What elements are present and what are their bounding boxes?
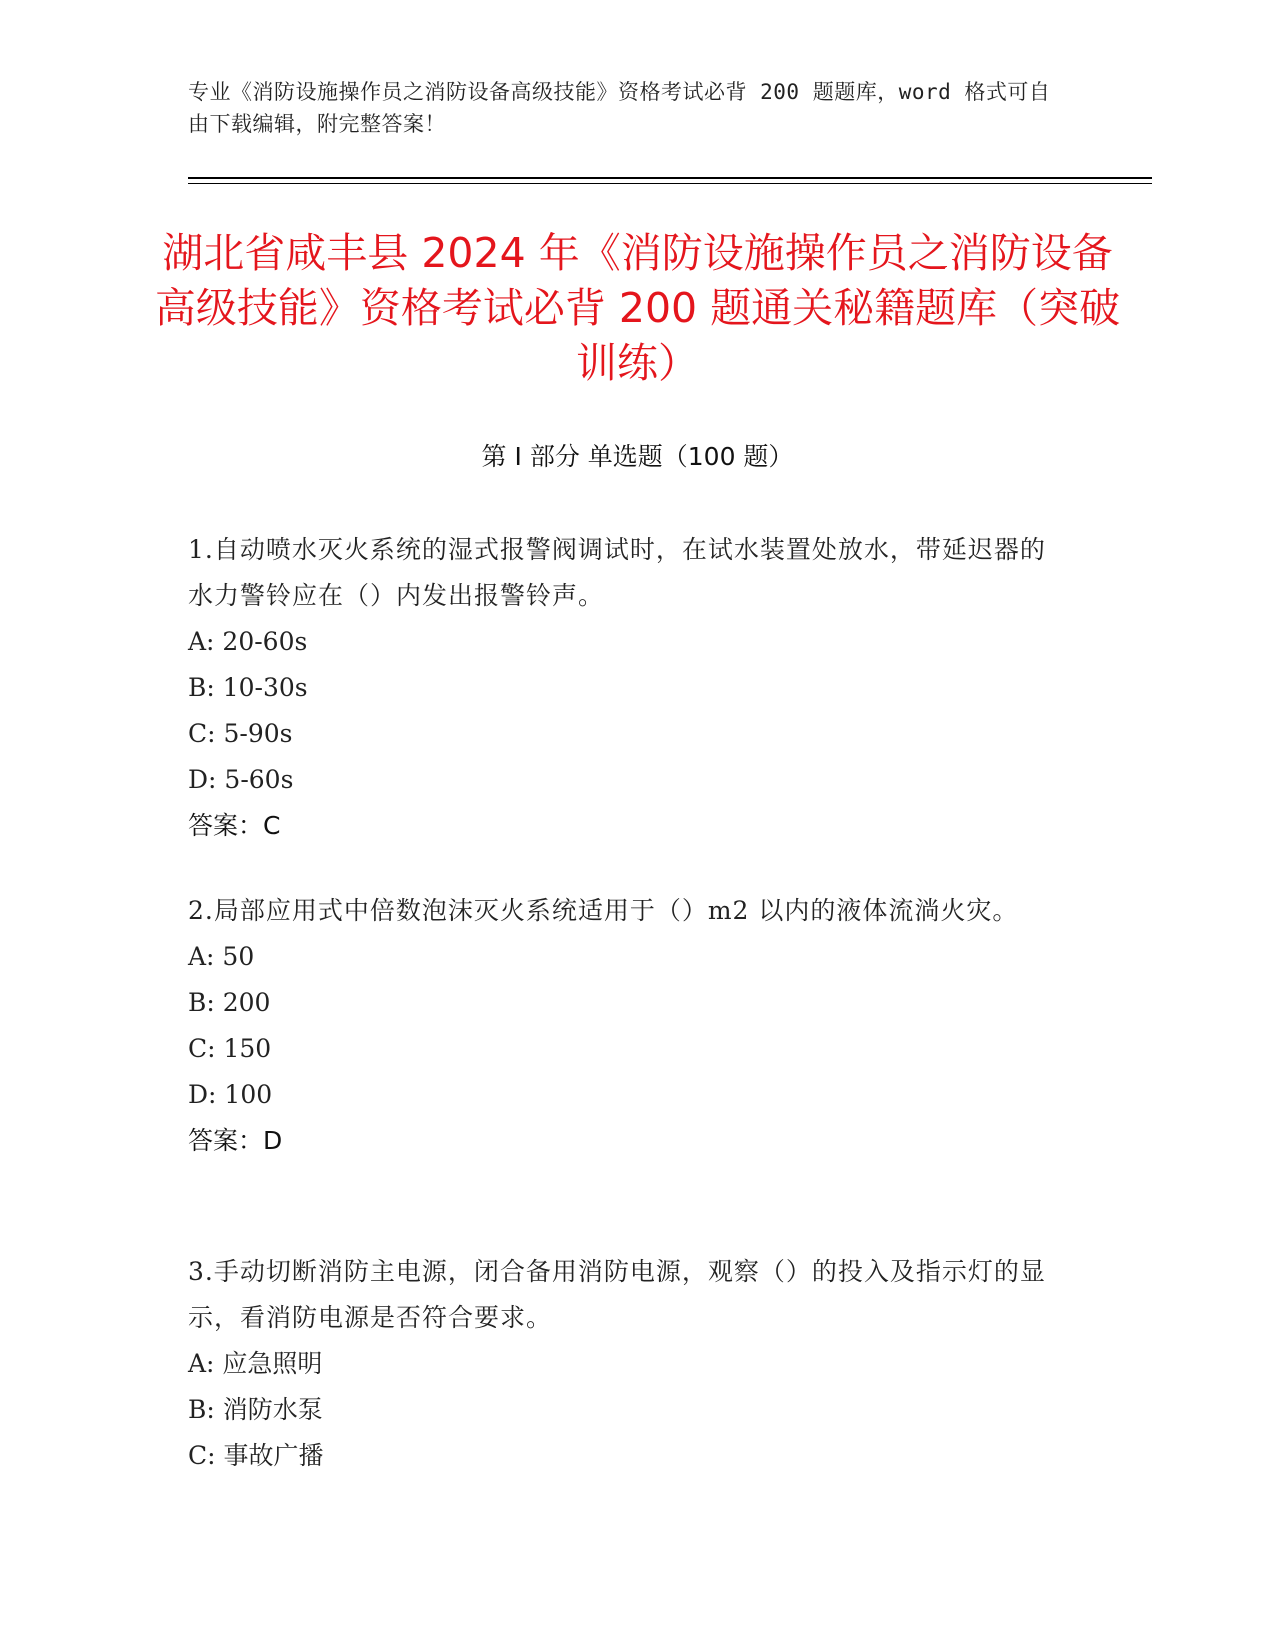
question-1 [188, 527, 1068, 849]
answer: 答案：C [188, 811, 281, 840]
header-note: 专业《消防设施操作员之消防设备高级技能》资格考试必背 200 题题库，word 格式可自由下载编辑，附完整答案！ [188, 80, 1051, 136]
question-2 [188, 888, 1068, 1164]
option-a: A: 应急照明 [188, 1349, 323, 1378]
header-divider [188, 177, 1152, 179]
answer: 答案：D [188, 1126, 283, 1155]
option-b: B: 消防水泵 [188, 1395, 323, 1424]
option-b: B: 10-30s [188, 673, 308, 702]
header-divider-thin [188, 183, 1152, 184]
option-c: C: 事故广播 [188, 1441, 324, 1470]
question-stem: 2.局部应用式中倍数泡沫灭火系统适用于（）m2 以内的液体流淌火灾。 [188, 896, 1019, 925]
section-heading: 第 I 部分 单选题（100 题） [481, 442, 794, 471]
option-b: B: 200 [188, 988, 271, 1017]
question-stem: 3.手动切断消防主电源，闭合备用消防电源，观察（）的投入及指示灯的显示，看消防电源是否符合要求。 [188, 1257, 1046, 1332]
question-3 [188, 1249, 1068, 1479]
document-title: 湖北省咸丰县 2024 年《消防设施操作员之消防设备高级技能》资格考试必背 200 题通关秘籍题库（突破训练） [154, 229, 1121, 387]
option-d: D: 5-60s [188, 765, 294, 794]
option-c: C: 5-90s [188, 719, 293, 748]
option-c: C: 150 [188, 1034, 272, 1063]
question-stem: 1.自动喷水灭火系统的湿式报警阀调试时，在试水装置处放水，带延迟器的水力警铃应在（）内发出报警铃声。 [188, 535, 1046, 610]
option-a: A: 50 [188, 942, 255, 971]
option-a: A: 20-60s [188, 627, 308, 656]
option-d: D: 100 [188, 1080, 273, 1109]
